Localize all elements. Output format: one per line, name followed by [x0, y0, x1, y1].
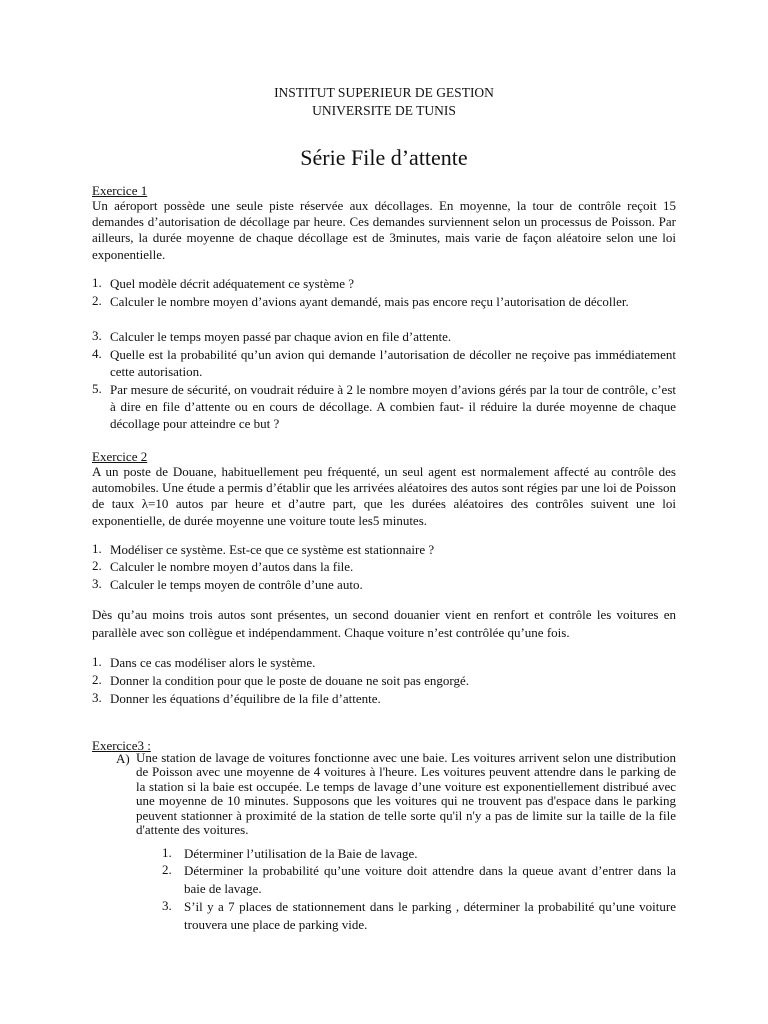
exercise-2-intro: A un poste de Douane, habituellement peu fréquenté, un seul agent est normalement affecté au contrôle des automobiles. Une étude a permis d’établir que les arrivées aléatoires des autos sont régies par une loi de Poisson de taux λ=10 autos par heure et d’autre part, que les durées aléatoires des contrôles suivent une loi exponentielle, de durée moyenne une voiture toute les5 minutes.	[92, 464, 676, 528]
institution-name: INSTITUT SUPERIEUR DE GESTION	[274, 85, 494, 100]
exercise-1-intro: Un aéroport possède une seule piste réservée aux décollages. En moyenne, la tour de contrôle reçoit 15 demandes d’autorisation de décollage par heure. Ces demandes surviennent selon un processus de Poisson. Par ailleurs, la durée moyenne de chaque décollage est de 3minutes, mais varie de façon aléatoire selon une loi exponentielle.	[92, 198, 676, 262]
ex3-q2-text: Déterminer la probabilité qu’une voiture doit attendre dans la queue avant d’entrer dans la baie de lavage.	[184, 863, 676, 896]
ex2-q1-text: Modéliser ce système. Est-ce que ce système est stationnaire ?	[110, 542, 435, 557]
ex1-q4-number: 4.	[92, 346, 102, 361]
exercise-3-heading: Exercice3 :	[92, 738, 151, 753]
ex2-q3-text: Calculer le temps moyen de contrôle d’une auto.	[110, 577, 363, 592]
ex2-q1-number: 1.	[92, 541, 102, 556]
exercise-2-middle: Dès qu’au moins trois autos sont présentes, un second douanier vient en renfort et contrôle les voitures en parallèle avec son collègue et indépendamment. Chaque voiture n’est contrôlée qu’une fois.	[92, 607, 676, 640]
ex3-q3-text: S’il y a 7 places de stationnement dans le parking , déterminer la probabilité qu’une voiture trouvera une place de parking vide.	[184, 899, 676, 932]
ex1-q3-number: 3.	[92, 328, 102, 343]
ex2-qb2-text: Donner la condition pour que le poste de douane ne soit pas engorgé.	[110, 673, 469, 688]
exercise-2-heading: Exercice 2	[92, 449, 148, 464]
ex1-q1-text: Quel modèle décrit adéquatement ce système ?	[110, 276, 355, 291]
ex1-q2-text: Calculer le nombre moyen d’avions ayant demandé, mais pas encore reçu l’autorisation de décoller.	[110, 294, 629, 309]
ex2-qb1-text: Dans ce cas modéliser alors le système.	[110, 655, 316, 670]
ex1-q5-number: 5.	[92, 381, 102, 396]
ex1-q5-text: Par mesure de sécurité, on voudrait réduire à 2 le nombre moyen d’avions gérés par la tour de contrôle, c’est à dire en file d’attente ou en cours de décollage. A combien faut- il réduire la durée moyenne de chaque décollage pour atteindre ce but ?	[110, 382, 676, 432]
ex2-q2-text: Calculer le nombre moyen d’autos dans la file.	[110, 559, 354, 574]
ex3-part-a-label: A)	[116, 751, 130, 766]
ex3-part-a-text: Une station de lavage de voitures fonctionne avec une baie. Les voitures arrivent selon une distribution de Poisson avec une moyenne de 4 voitures à l'heure. Les voitures peuvent attendre dans le parking de la station si la baie est occupée. Le temps de lavage d’une voiture est exponentiellement distribué avec une moyenne de 10 minutes. Supposons que les voitures qui ne trouvent pas d'espace dans le parking peuvent stationner à proximité de la station de telle sorte qu'il n'y a pas de limite sur la taille de la file d'attente des voitures.	[136, 750, 676, 838]
ex2-qb1-number: 1.	[92, 654, 102, 669]
ex2-qb3-text: Donner les équations d’équilibre de la file d’attente.	[110, 691, 381, 706]
ex2-qb2-number: 2.	[92, 672, 102, 687]
exercise-1-heading: Exercice 1	[92, 183, 148, 198]
ex3-q1-number: 1.	[162, 845, 172, 860]
university-name: UNIVERSITE DE TUNIS	[312, 103, 456, 118]
ex3-q1-text: Déterminer l’utilisation de la Baie de lavage.	[184, 846, 418, 861]
ex1-q1-number: 1.	[92, 275, 102, 290]
ex2-qb3-number: 3.	[92, 690, 102, 705]
ex2-q3-number: 3.	[92, 576, 102, 591]
ex3-q3-number: 3.	[162, 898, 172, 913]
ex1-q4-text: Quelle est la probabilité qu’un avion qui demande l’autorisation de décoller ne reçoive pas immédiatement cette autorisation.	[110, 347, 676, 380]
ex1-q3-text: Calculer le temps moyen passé par chaque avion en file d’attente.	[110, 329, 452, 344]
page-title: Série File d’attente	[300, 145, 468, 170]
ex1-q2-number: 2.	[92, 293, 102, 308]
ex2-q2-number: 2.	[92, 558, 102, 573]
ex3-q2-number: 2.	[162, 862, 172, 877]
